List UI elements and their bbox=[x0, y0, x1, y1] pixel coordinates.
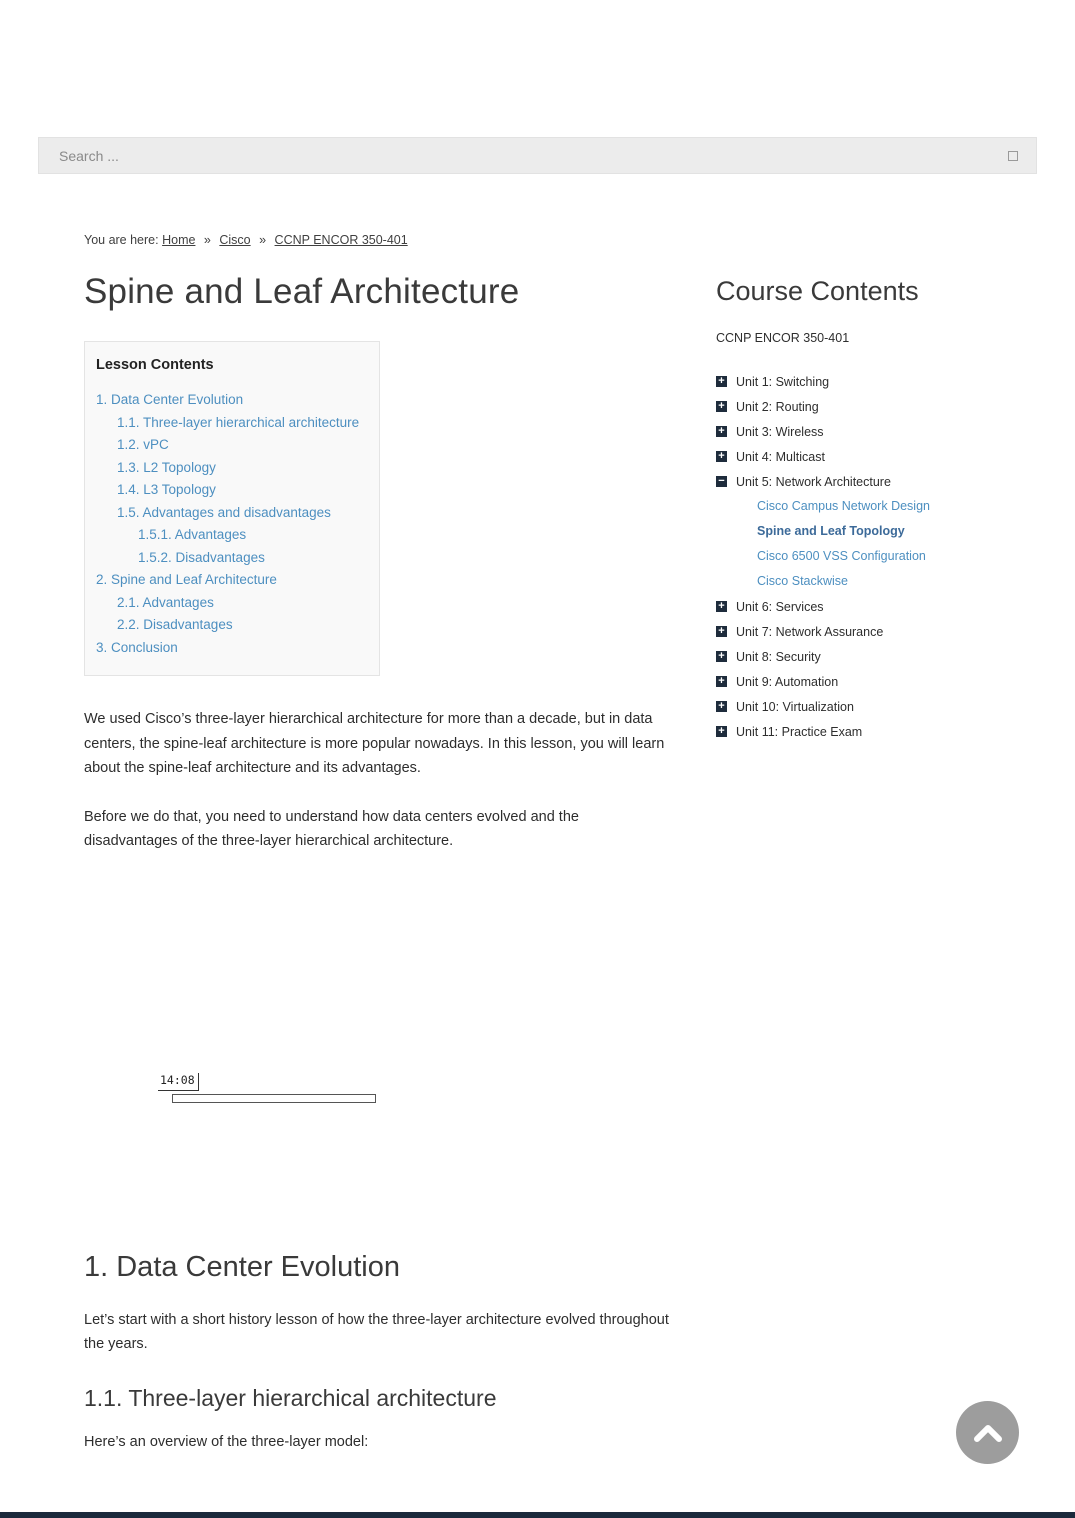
content-column bbox=[84, 264, 676, 1478]
breadcrumb-link-course[interactable]: CCNP ENCOR 350-401 bbox=[274, 233, 408, 247]
sidebar-unit[interactable] bbox=[716, 644, 1036, 669]
lesson-contents-link[interactable]: 2. Spine and Leaf Architecture bbox=[96, 572, 277, 587]
expand-icon[interactable]: + bbox=[716, 426, 727, 437]
sidebar-lesson-current[interactable]: Spine and Leaf Topology bbox=[757, 524, 905, 538]
sidebar-unit[interactable] bbox=[716, 394, 1036, 419]
section1-paragraph: Let’s start with a short history lesson of how the three-layer architecture evolved throughout the years. bbox=[84, 1311, 669, 1352]
sidebar-unit-label: Unit 9: Automation bbox=[736, 674, 839, 689]
lesson-contents-link[interactable]: 1.3. L2 Topology bbox=[117, 459, 216, 475]
breadcrumb-separator: » bbox=[203, 233, 211, 247]
sidebar-unit-label: Unit 6: Services bbox=[736, 599, 824, 614]
sidebar-unit-label: Unit 2: Routing bbox=[736, 399, 819, 414]
expand-icon[interactable]: + bbox=[716, 601, 727, 612]
expand-icon[interactable]: + bbox=[716, 676, 727, 687]
sidebar-unit[interactable] bbox=[716, 594, 1036, 619]
page-title: Spine and Leaf Architecture bbox=[84, 272, 520, 311]
lesson-contents-link[interactable]: 2.1. Advantages bbox=[117, 594, 214, 610]
sidebar-lesson-link[interactable]: Cisco 6500 VSS Configuration bbox=[757, 549, 926, 563]
sidebar-unit-label: Unit 8: Security bbox=[736, 649, 821, 664]
video-embed[interactable] bbox=[84, 878, 676, 1241]
lesson-contents-box bbox=[84, 341, 380, 676]
video-timestamp: 14:08 bbox=[158, 1073, 199, 1091]
sidebar-unit[interactable] bbox=[716, 719, 1036, 744]
sidebar-unit[interactable] bbox=[716, 469, 1036, 494]
course-contents-sidebar bbox=[716, 264, 1036, 1478]
sidebar-lesson-link[interactable]: Cisco Campus Network Design bbox=[757, 499, 930, 513]
collapse-icon[interactable]: − bbox=[716, 476, 727, 487]
lesson-contents-link[interactable]: 3. Conclusion bbox=[96, 639, 178, 655]
expand-icon[interactable]: + bbox=[716, 701, 727, 712]
sidebar-unit-list bbox=[716, 369, 1036, 744]
expand-icon[interactable]: + bbox=[716, 626, 727, 637]
breadcrumb-prefix: You are here: bbox=[84, 233, 159, 247]
sidebar-title: Course Contents bbox=[716, 276, 919, 306]
lesson-contents-link[interactable]: 1.5.1. Advantages bbox=[138, 527, 247, 542]
search-icon[interactable] bbox=[1008, 151, 1018, 161]
breadcrumb bbox=[84, 233, 408, 247]
lesson-contents-link[interactable]: 2.2. Disadvantages bbox=[117, 617, 233, 632]
sidebar-course-name: CCNP ENCOR 350-401 bbox=[716, 331, 850, 345]
sidebar-unit-label: Unit 3: Wireless bbox=[736, 424, 824, 439]
sidebar-unit[interactable] bbox=[716, 419, 1036, 444]
sidebar-unit-label: Unit 11: Practice Exam bbox=[736, 724, 863, 739]
lesson-contents-list bbox=[96, 389, 367, 659]
sidebar-unit-label: Unit 7: Network Assurance bbox=[736, 624, 884, 639]
sidebar-unit[interactable] bbox=[716, 669, 1036, 694]
intro-paragraph-2: Before we do that, you need to understand how data centers evolved and the disadvantages of the three-layer hierarchical architecture. bbox=[84, 808, 579, 849]
lesson-contents-link[interactable]: 1.2. vPC bbox=[117, 437, 169, 452]
expand-icon[interactable]: + bbox=[716, 401, 727, 412]
section-heading-1: 1. Data Center Evolution bbox=[84, 1250, 400, 1283]
search-input[interactable] bbox=[57, 147, 1008, 165]
sidebar-unit-label: Unit 10: Virtualization bbox=[736, 699, 854, 714]
expand-icon[interactable]: + bbox=[716, 651, 727, 662]
lesson-contents-link[interactable]: 1.1. Three-layer hierarchical architecture bbox=[117, 414, 360, 430]
sidebar-lesson-link[interactable]: Cisco Stackwise bbox=[757, 574, 848, 588]
intro-paragraph-1: We used Cisco’s three-layer hierarchical architecture for more than a decade, but in data centers, the spine-leaf architecture is more popular nowadays. In this lesson, you will learn about the spine-leaf architecture and its advantages. bbox=[84, 711, 665, 776]
video-progress-bar[interactable] bbox=[172, 1094, 376, 1103]
chevron-up-icon bbox=[973, 1424, 1003, 1442]
footer-bar bbox=[0, 1512, 1075, 1518]
search-bar bbox=[38, 137, 1037, 174]
expand-icon[interactable]: + bbox=[716, 376, 727, 387]
sidebar-unit-label: Unit 5: Network Architecture bbox=[736, 474, 891, 489]
sidebar-unit[interactable] bbox=[716, 619, 1036, 644]
section-heading-1-1: 1.1. Three-layer hierarchical architecture bbox=[84, 1384, 497, 1411]
lesson-contents-title: Lesson Contents bbox=[96, 357, 214, 373]
sidebar-unit[interactable] bbox=[716, 444, 1036, 469]
breadcrumb-separator: » bbox=[259, 233, 267, 247]
expand-icon[interactable]: + bbox=[716, 451, 727, 462]
scroll-to-top-button[interactable] bbox=[956, 1401, 1019, 1464]
expand-icon[interactable]: + bbox=[716, 726, 727, 737]
breadcrumb-link-home[interactable]: Home bbox=[162, 233, 196, 247]
lesson-contents-link[interactable]: 1.5.2. Disadvantages bbox=[138, 549, 265, 565]
sidebar-unit-label: Unit 1: Switching bbox=[736, 374, 830, 389]
lesson-contents-link[interactable]: 1.5. Advantages and disadvantages bbox=[117, 504, 331, 520]
sidebar-unit[interactable] bbox=[716, 694, 1036, 719]
main-layout bbox=[84, 264, 1036, 1478]
lesson-contents-link[interactable]: 1. Data Center Evolution bbox=[96, 392, 244, 407]
sidebar-unit-label: Unit 4: Multicast bbox=[736, 449, 825, 464]
section11-paragraph: Here’s an overview of the three-layer model: bbox=[84, 1433, 369, 1450]
lesson-contents-link[interactable]: 1.4. L3 Topology bbox=[117, 482, 216, 497]
breadcrumb-link-cisco[interactable]: Cisco bbox=[219, 233, 251, 247]
sidebar-unit[interactable] bbox=[716, 369, 1036, 394]
